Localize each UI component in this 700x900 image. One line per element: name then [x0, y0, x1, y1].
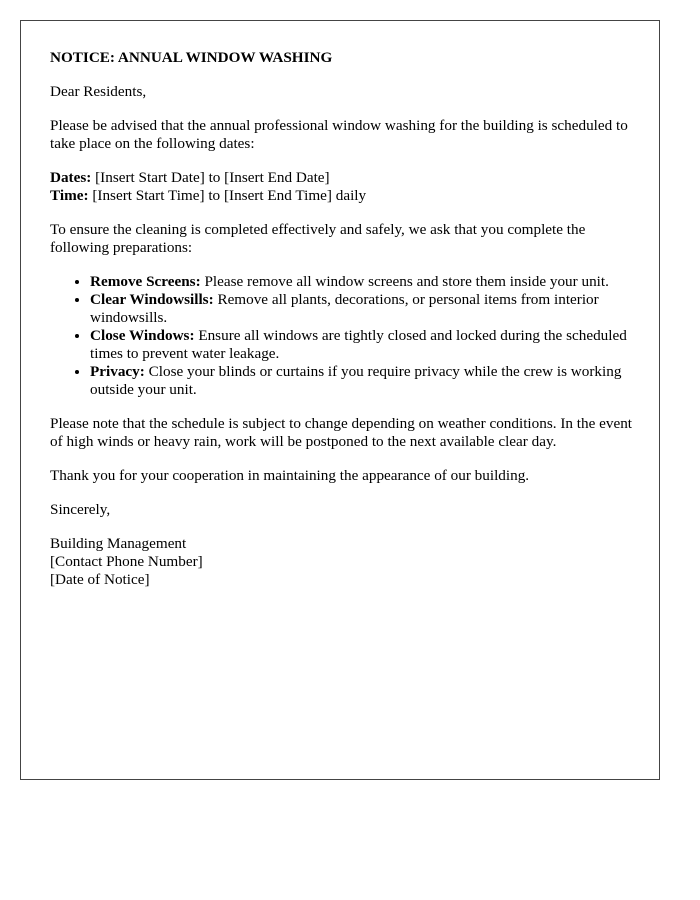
time-line [50, 187, 635, 205]
preparation-item-close-windows [90, 327, 635, 363]
signature-block [50, 535, 635, 589]
preparation-text: Ensure all windows are tightly closed and locked during the scheduled times to prevent water leakage. [90, 327, 627, 362]
preparation-intro: To ensure the cleaning is completed effectively and safely, we ask that you complete the following preparations: [50, 221, 586, 256]
signature-name: Building Management [50, 535, 187, 552]
closing-line: Sincerely, [50, 501, 111, 518]
greeting: Dear Residents, [50, 83, 147, 100]
thanks-paragraph: Thank you for your cooperation in maintaining the appearance of our building. [50, 467, 530, 484]
preparation-item-privacy [90, 363, 635, 399]
weather-note: Please note that the schedule is subject to change depending on weather conditions. In the event of high winds or heavy rain, work will be postponed to the next available clear day. [50, 415, 633, 450]
preparation-text: Close your blinds or curtains if you require privacy while the crew is working outside your unit. [90, 363, 622, 398]
preparation-text: Please remove all window screens and store them inside your unit. [200, 273, 609, 290]
preparation-label: Privacy: [90, 363, 145, 380]
dates-line [50, 169, 635, 187]
notice-date: [Date of Notice] [50, 571, 150, 588]
preparation-item-clear-windowsills [90, 291, 635, 327]
schedule-block [50, 169, 635, 205]
notice-content [50, 49, 635, 605]
dates-value: [Insert Start Date] to [Insert End Date] [91, 169, 330, 186]
preparation-label: Remove Screens: [90, 273, 201, 290]
contact-phone: [Contact Phone Number] [50, 553, 203, 570]
preparation-label: Clear Windowsills: [90, 291, 214, 308]
notice-document [20, 20, 660, 780]
preparation-list [50, 273, 635, 399]
preparation-text: Remove all plants, decorations, or personal items from interior windowsills. [90, 291, 599, 326]
notice-title: NOTICE: ANNUAL WINDOW WASHING [50, 49, 333, 66]
time-label: Time: [50, 187, 89, 204]
preparation-label: Close Windows: [90, 327, 195, 344]
preparation-item-remove-screens [90, 273, 635, 291]
intro-paragraph: Please be advised that the annual professional window washing for the building is scheduled to take place on the following dates: [50, 117, 628, 152]
dates-label: Dates: [50, 169, 92, 186]
time-value: [Insert Start Time] to [Insert End Time] daily [88, 187, 367, 204]
